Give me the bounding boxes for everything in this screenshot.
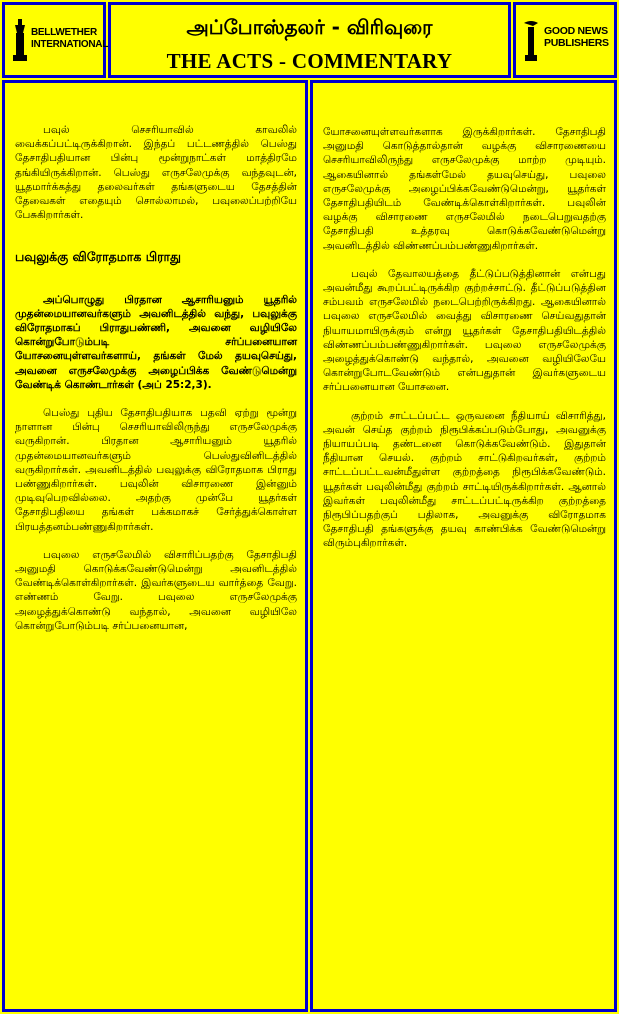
title-box: [108, 2, 511, 78]
bellwether-logo-box: [2, 2, 109, 78]
logo-right-line2: PUBLISHERS: [544, 37, 609, 49]
logo-left-line1: BELLWETHER: [31, 27, 97, 38]
right-column: [310, 80, 617, 1012]
left-paragraph-1: பவுல் செசரியாவில் காவலில் வைக்கப்பட்டிருக்கிறான். இந்தப் பட்டணத்தில் பெஸ்து தேசாதிபதியான பின்பு மூன்றுநாட்கள் மாத்திரமே தங்கியிருக்கிறான். பெஸ்து எருசலேமுக்கு வந்தவுடன், யூதமார்க்கத்து தலைவர்கள் தங்களுடைய தேசத்தின் தேவைகள் எதையும் சொல்லாமல், பவுலைப்பற்றியே பேசுகிறார்கள்.: [15, 124, 297, 222]
section-heading: பவுலுக்கு விரோதமாக பிராது: [15, 249, 181, 265]
right-paragraph-1: யோசனையுள்ளவர்களாக இருக்கிறார்கள். தேசாதிபதி அனுமதி கொடுத்தால்தான் வழக்கு விசாரணையை செசரியாவிலிருந்து எருசலேமுக்கு மாற்ற முடியும். ஆகையினால் தங்கள்மேல் தயவுசெய்து, பவுலை எருசலேமுக்கு அழைப்பிக்கவேண்டுமென்று, யூதர்கள் தேசாதிபதியிடம் வேண்டிக்கொள்கிறார்கள். பவுலின் வழக்கு விசாரணை எருசலேமில் நடைபெறுவதற்கு தேசாதிபதி உத்தரவு கொடுக்கவேண்டுமென்று அவனிடத்தில் விண்ணப்பம்பண்ணுகிறார்கள்.: [323, 126, 606, 252]
good-news-logo-box: [513, 2, 617, 78]
logo-right-line1: GOOD NEWS: [544, 25, 608, 37]
right-paragraph-3: குற்றம் சாட்டப்பட்ட ஒருவனை நீதியாய் விசாரித்து, அவன் செய்த குற்றம் நிரூபிக்கப்படும்போது, அவனுக்கு நியாயப்படி தண்டனை கொடுக்கவேண்டும். இதுதான் நீதியான செயல். குற்றம் சாட்டுகிறவர்கள், குற்றம் சாட்டப்பட்டவன்மீதுள்ள குற்றத்தை நிரூபிக்கவேண்டும். யூதர்கள் பவுலின்மீது குற்றம் சாட்டியிருக்கிறார்கள். ஆனால் இவர்கள் பவுலின்மீது சாட்டப்பட்டிருக்கிற குற்றத்தை நிரூபிப்பதற்குப் பதிலாக, அவனுக்கு விரோதமாக தேசாதிபதி தங்களுக்கு தயவு காண்பிக்க வேண்டுமென்று விரும்புகிறார்கள்.: [323, 409, 606, 550]
right-column-text: [323, 125, 606, 551]
dove-tower-icon: [522, 19, 540, 63]
logo-left-line2: INTERNATIONAL: [31, 39, 109, 50]
left-column-text: [15, 123, 297, 633]
logo-right-text: [544, 25, 609, 49]
left-paragraph-2: பெஸ்து புதிய தேசாதிபதியாக பதவி ஏற்று மூன்று நாளான பின்பு செசரியாவிலிருந்து எருசலேமுக்கு வருகிறான். பிரதான ஆசாரியனும் யூதரில் முதன்மையானவர்களும் பெஸ்துவினிடத்தில் வருகிறார்கள். அவனிடத்தில் பவுலுக்கு விரோதமாக பிராது பண்ணுகிறார்கள். பவுலின் விசாரணை இன்னும் முடிவுபெறவில்லை. அதற்கு முன்பே யூதர்கள் தேசாதிபதியை தங்கள் பக்கமாகச் சேர்த்துக்கொள்ள பிரயத்தனம்பண்ணுகிறார்கள்.: [15, 407, 297, 533]
page-title-english: THE ACTS - COMMENTARY: [166, 49, 453, 73]
right-paragraph-2: பவுல் தேவாலயத்தை தீட்டுப்படுத்தினான் என்பது அவன்மீது கூறப்பட்டிருக்கிற குற்றச்சாட்டு. தீட்டுப்படுத்தின சம்பவம் எருசலேமில் நடைபெற்றிருக்கிறது. ஆகையினால் பவுலை எருசலேமில் வைத்து விசாரணை செய்வதுதான் நியாயமாயிருக்கும் என்று யூதர்கள் தேசாதிபதியிடத்தில் விண்ணப்பம்பண்ணுகிறார்கள். பவுலை எருசலேமுக்கு அழைத்துக்கொண்டு வந்தால், அவனை வழியிலேயே கொன்றுபோடவேண்டும் என்பதுதான் இவர்களுடைய சர்ப்பனையான யோசனை.: [323, 267, 606, 394]
left-column: [2, 80, 308, 1012]
logo-left-text: [31, 27, 108, 51]
bell-tower-icon: [11, 19, 29, 63]
scripture-verse: அப்பொழுது பிரதான ஆசாரியனும் யூதரில் முதன்மையானவர்களும் அவனிடத்தில் வந்து, பவுலுக்கு விரோதமாகப் பிராதுபண்ணி, அவனை வழியிலே கொன்றுபோடும்படி சர்ப்பனையான யோசனையுள்ளவர்களாய், தங்கள் மேல் தயவுசெய்து, அவனை எருசலேமுக்கு அழைப்பிக்க வேண்டுமென்று வேண்டிக் கொண்டார்கள் (அப் 25:2,3).: [15, 293, 297, 391]
left-paragraph-3: பவுலை எருசலேமில் விசாரிப்பதற்கு தேசாதிபதி அனுமதி கொடுக்கவேண்டுமென்று அவனிடத்தில் வேண்டிக்கொள்கிறார்கள். இவர்களுடைய வார்த்தை வேறு. எண்ணம் வேறு. பவுலை எருசலேமுக்கு அழைத்துக்கொண்டு வந்தால், அவனை வழியிலே கொன்றுபோடும்படி சர்ப்பனையான,: [15, 548, 297, 632]
page-title-tamil: அப்போஸ்தலர் - விரிவுரை: [186, 15, 433, 39]
